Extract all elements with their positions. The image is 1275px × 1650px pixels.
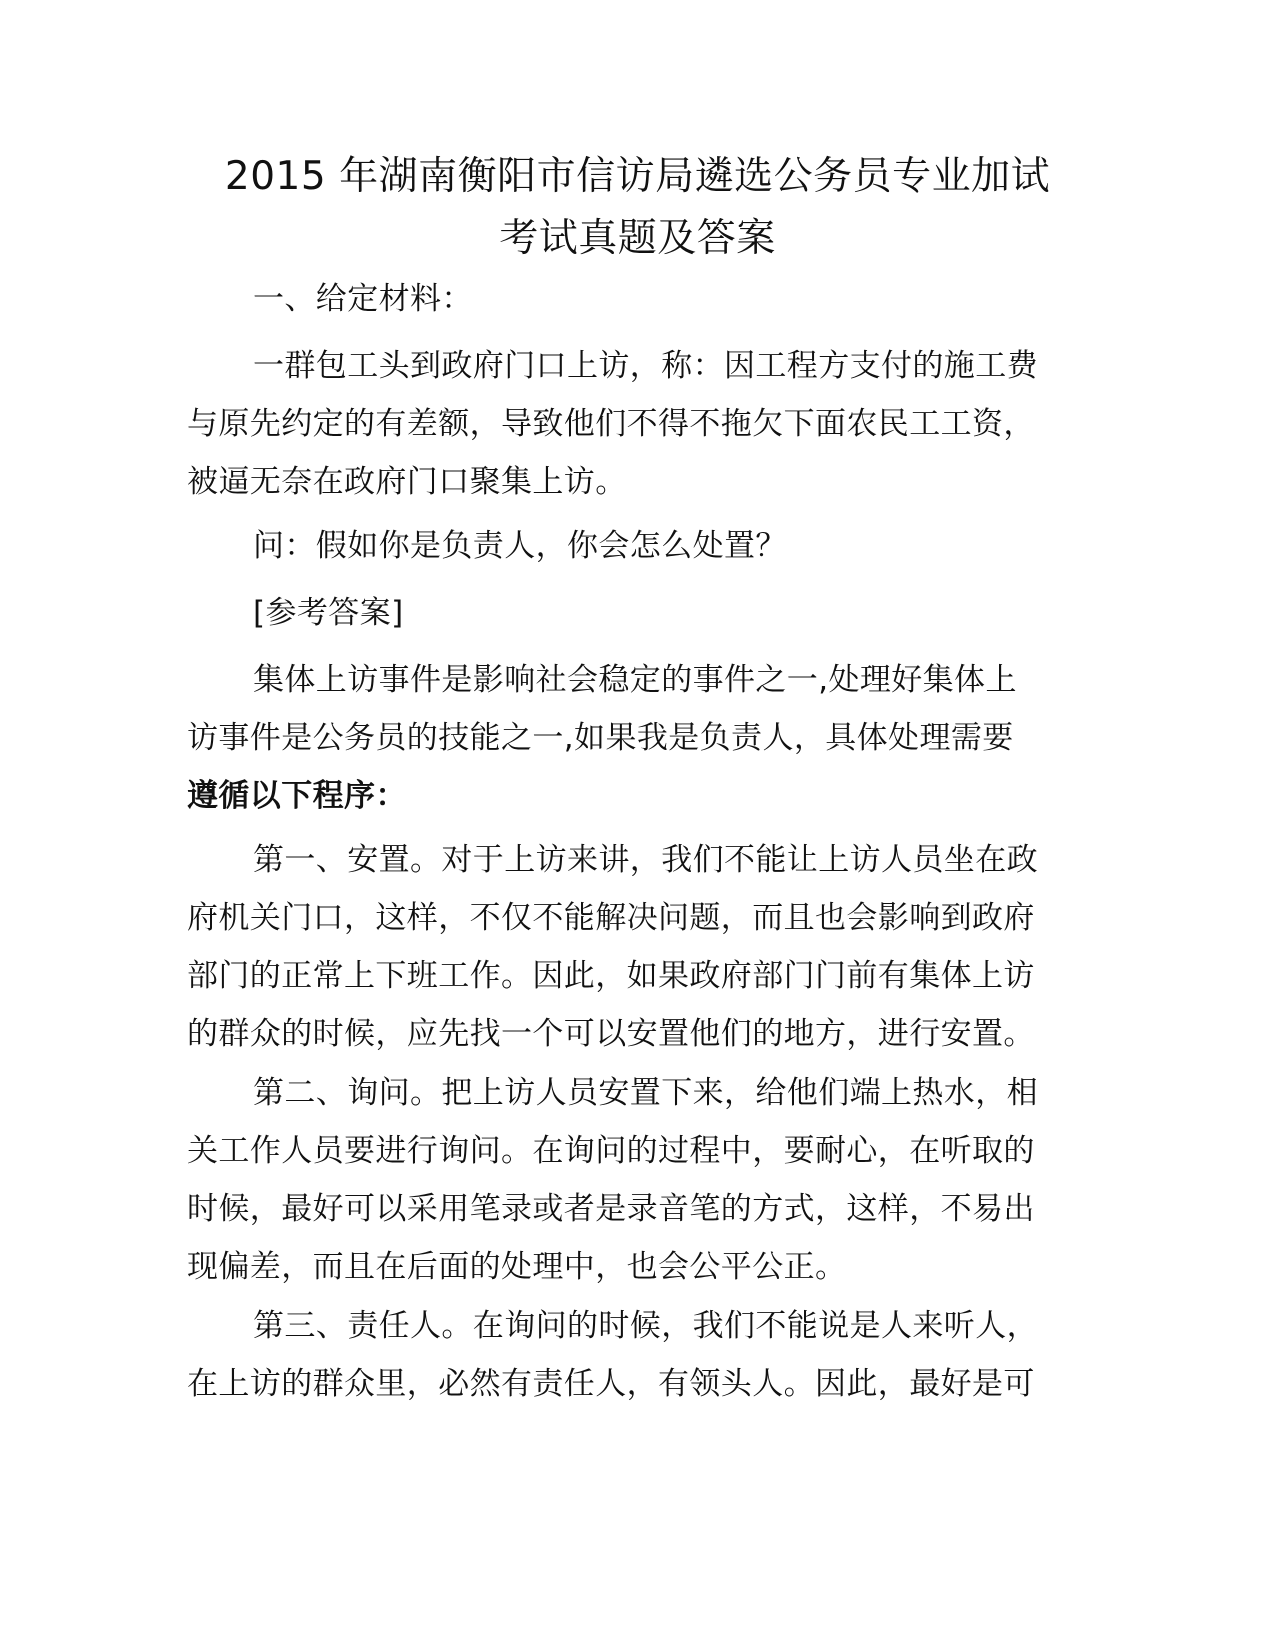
paragraph-line: 府机关门口，这样，不仅不能解决问题，而且也会影响到政府 [187, 900, 1035, 936]
paragraph-line: 第三、责任人。在询问的时候，我们不能说是人来听人， [253, 1308, 1038, 1344]
step-two-paragraph [187, 1064, 1087, 1296]
paragraph-line: 遵循以下程序： [187, 778, 407, 814]
paragraph-line: 被逼无奈在政府门口聚集上访。 [187, 464, 627, 500]
paragraph-line: 与原先约定的有差额，导致他们不得不拖欠下面农民工工资， [187, 406, 1035, 442]
paragraph-line: 的群众的时候，应先找一个可以安置他们的地方，进行安置。 [187, 1016, 1035, 1052]
paragraph-line: 现偏差，而且在后面的处理中，也会公平公正。 [187, 1249, 847, 1285]
question-paragraph [187, 517, 1087, 575]
step-three-paragraph [187, 1297, 1087, 1413]
intro-paragraph [187, 651, 1087, 825]
paragraph-line: 一群包工头到政府门口上访，称：因工程方支付的施工费 [253, 348, 1038, 384]
document-title-line-1: 2015 年湖南衡阳市信访局遴选公务员专业加试 [224, 154, 1051, 199]
question-text: 问：假如你是负责人，你会怎么处置？ [253, 528, 787, 564]
paragraph-line: 在上访的群众里，必然有责任人，有领头人。因此，最好是可 [187, 1366, 1035, 1402]
material-paragraph [187, 337, 1087, 511]
section-heading-text: 一、给定材料： [253, 281, 473, 317]
paragraph-line: 关工作人员要进行询问。在询问的过程中，要耐心，在听取的 [187, 1133, 1035, 1169]
answer-heading-text: [参考答案] [253, 595, 404, 631]
answer-heading [187, 584, 1087, 642]
section-heading-material [187, 270, 1087, 328]
paragraph-line: 第二、询问。把上访人员安置下来，给他们端上热水，相 [253, 1075, 1038, 1111]
document-title-line-2: 考试真题及答案 [499, 216, 776, 261]
paragraph-line: 部门的正常上下班工作。因此，如果政府部门门前有集体上访 [187, 958, 1035, 994]
paragraph-line: 访事件是公务员的技能之一,如果我是负责人，具体处理需要 [187, 720, 1014, 756]
paragraph-line: 集体上访事件是影响社会稳定的事件之一,处理好集体上 [253, 662, 1017, 698]
step-one-paragraph [187, 831, 1087, 1063]
paragraph-line: 第一、安置。对于上访来讲，我们不能让上访人员坐在政 [253, 842, 1038, 878]
paragraph-line: 时候，最好可以采用笔录或者是录音笔的方式，这样，不易出 [187, 1191, 1035, 1227]
